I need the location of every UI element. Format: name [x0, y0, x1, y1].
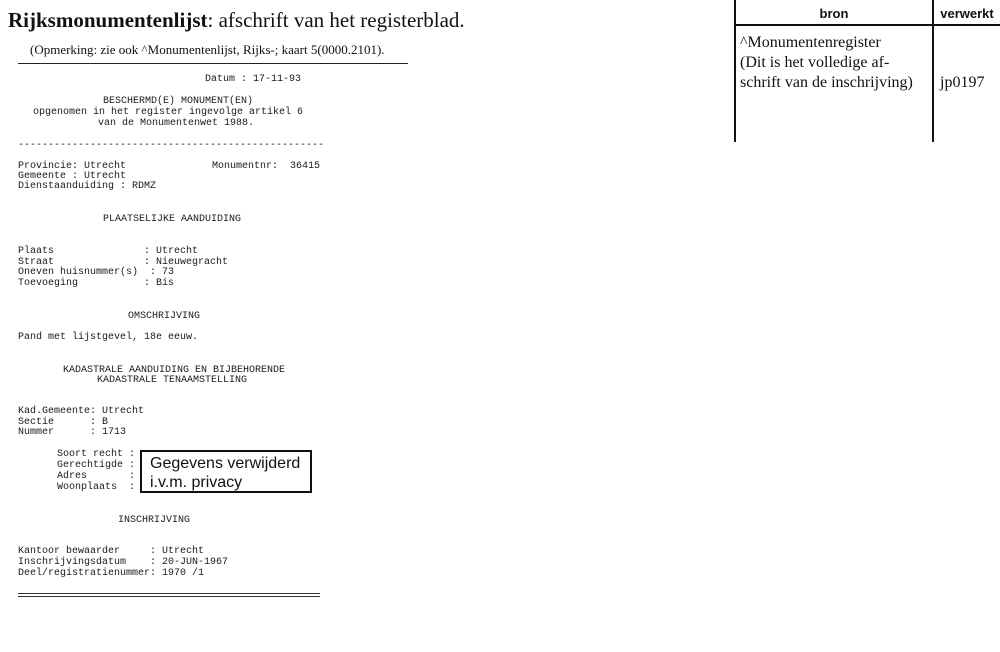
toevoeging-row: Toevoeging : Bis — [18, 278, 175, 289]
document-divider: --------------------------------------------------- — [18, 140, 325, 151]
page-title-bold: Rijksmonumentenlijst — [8, 8, 208, 32]
kad-gemeente-row: Kad.Gemeente: Utrecht — [18, 406, 145, 417]
table-column-divider — [932, 0, 934, 142]
nummer-row: Nummer : 1713 — [18, 427, 127, 438]
page-title — [8, 8, 465, 33]
document-heading-line-2: opgenomen in het register ingevolge artikel 6 — [33, 107, 304, 118]
section-omschrijving: OMSCHRIJVING — [128, 311, 201, 322]
bron-cell: ^Monumentenregister (Dit is het volledige af- schrift van de inschrijving) — [740, 34, 913, 91]
remark-note: (Opmerking: zie ook ^Monumentenlijst, Rijks-; kaart 5(0000.2101). — [30, 42, 385, 57]
huisnummer-row: Oneven huisnummer(s) : 73 — [18, 267, 175, 278]
dienst-field: Dienstaanduiding : RDMZ — [18, 181, 157, 192]
soort-recht-row: Soort recht : — [57, 449, 136, 460]
column-header-bron: bron — [819, 6, 849, 21]
column-header-verwerkt: verwerkt — [940, 6, 994, 21]
section-plaatselijke-aanduiding: PLAATSELIJKE AANDUIDING — [103, 214, 242, 225]
deel-registratienummer-row: Deel/registratienummer: 1970 /1 — [18, 568, 205, 579]
document-heading-line-3: van de Monumentenwet 1988. — [98, 118, 255, 129]
omschrijving-text: Pand met lijstgevel, 18e eeuw. — [18, 332, 199, 343]
source-table — [734, 0, 1000, 142]
table-header-rule — [734, 24, 1000, 26]
sectie-row: Sectie : B — [18, 417, 109, 428]
kantoor-row: Kantoor bewaarder : Utrecht — [18, 546, 205, 557]
inschrijvingsdatum-row: Inschrijvingsdatum : 20-JUN-1967 — [18, 557, 229, 568]
table-border-left — [734, 0, 736, 142]
document-end-rule — [18, 593, 320, 594]
gemeente-field: Gemeente : Utrecht — [18, 171, 127, 182]
section-kadaster-line-1: KADASTRALE AANDUIDING EN BIJBEHORENDE — [63, 365, 286, 376]
page-title-rest: : afschrift van het registerblad. — [207, 8, 465, 32]
provincie-field: Provincie: Utrecht — [18, 161, 127, 172]
document-heading-line-1: BESCHERMD(E) MONUMENT(EN) — [103, 96, 254, 107]
monumentnr-field: Monumentnr: 36415 — [212, 161, 321, 172]
remark-underline — [18, 63, 408, 64]
document-end-rule-double — [18, 596, 320, 597]
section-kadaster-line-2: KADASTRALE TENAAMSTELLING — [97, 375, 248, 386]
adres-row: Adres : — [57, 471, 136, 482]
straat-row: Straat : Nieuwegracht — [18, 257, 229, 268]
plaats-row: Plaats : Utrecht — [18, 246, 199, 257]
verwerkt-cell: jp0197 — [940, 74, 985, 91]
gerechtigde-row: Gerechtigde : — [57, 460, 136, 471]
woonplaats-row: Woonplaats : — [57, 482, 136, 493]
section-inschrijving: INSCHRIJVING — [118, 515, 191, 526]
privacy-redaction-box: Gegevens verwijderd i.v.m. privacy — [140, 450, 312, 493]
document-date: Datum : 17-11-93 — [205, 74, 302, 85]
